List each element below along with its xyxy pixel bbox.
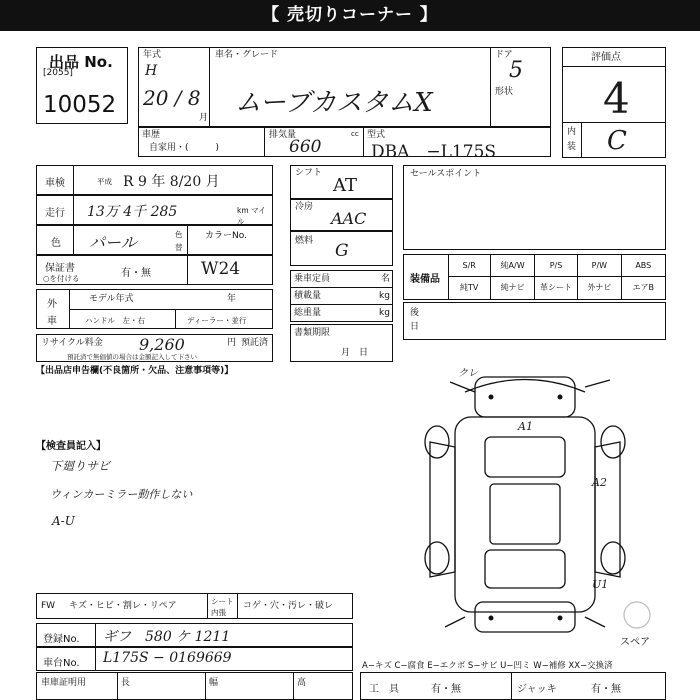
tools-row	[360, 672, 666, 700]
year-suffix: 月	[199, 113, 209, 123]
chassis-row	[36, 647, 353, 671]
seat-label-2: 内張	[211, 608, 226, 617]
interior-label-1: 内	[567, 127, 577, 137]
grade-box	[562, 47, 666, 158]
inspector-line-3: A-U	[52, 514, 75, 528]
inspector-label: 【検査員記入】	[36, 441, 106, 452]
history-label: 車歴	[142, 130, 161, 140]
mileage-unit: km マイル	[237, 206, 266, 226]
warranty-options: 有・無	[121, 268, 151, 279]
shape-label: 形状	[495, 87, 514, 97]
docs-label: 書類期限	[294, 328, 331, 338]
recycle-status: 預託済	[241, 338, 269, 348]
load-unit: kg	[379, 291, 390, 301]
capacity-unit: 名	[381, 274, 391, 284]
ac-label: 冷房	[295, 202, 314, 212]
vehicle-info-box	[138, 47, 551, 127]
registration-label: 登録No.	[43, 634, 80, 645]
type-label: 型式	[367, 130, 386, 140]
foreign-label-2: 車	[47, 316, 57, 327]
fw-items: キズ・ヒビ・割レ・リペア	[69, 601, 177, 611]
equipment-item: 純A/W	[491, 255, 534, 277]
inspection-label: 車検	[45, 178, 65, 189]
tools-options: 有・無	[431, 684, 461, 695]
model-value: ムーブカスタムX	[235, 88, 433, 118]
recycle-value: 9,260	[139, 335, 185, 354]
width-label: 幅	[209, 678, 219, 688]
sales-point-box	[403, 165, 666, 250]
dealer-label: ディーラー・並行	[187, 316, 247, 325]
page-header: 【 売切りコーナー 】	[0, 0, 700, 31]
colorno-label: カラーNo.	[205, 231, 247, 241]
displacement-value: 660	[289, 137, 322, 157]
height-label: 高	[297, 678, 307, 688]
registration-value: ギフ 580 ケ 1211	[103, 629, 231, 645]
length-label: 長	[121, 678, 131, 688]
handle-label: ハンドル 左・右	[85, 316, 145, 325]
mark-a2: A2	[592, 476, 607, 489]
car-damage-diagram	[405, 362, 670, 657]
capacity-table	[290, 270, 393, 322]
seat-label: シート	[211, 597, 234, 606]
mark-u1: U1	[592, 578, 609, 591]
color-value: パール	[89, 233, 137, 252]
rear-box	[403, 302, 666, 340]
recycle-note: 預託済で無価値の場合は金額記入して下さい	[67, 353, 197, 361]
type-value: DBA −L175S	[371, 142, 497, 162]
lot-box	[36, 47, 128, 124]
recycle-row	[36, 334, 273, 362]
dealer-notes-label: 【出品店申告欄(不良箇所・欠品、注意事項等)】	[36, 366, 234, 376]
inspector-line-2: ウィンカーミラー動作しない	[50, 488, 193, 501]
doors-label: ドア	[495, 50, 513, 60]
color-side-1: 色	[175, 230, 183, 239]
seat-items: コゲ・穴・汚レ・破レ	[243, 601, 334, 611]
fuel-cell	[290, 231, 393, 266]
cert-label: 車庫証明用	[41, 678, 87, 688]
warranty-note: ○を付ける	[43, 274, 80, 283]
rear-label-2: 日	[410, 322, 420, 332]
year-label: 年式	[143, 50, 162, 60]
equipment-item: ABS	[622, 255, 665, 277]
chassis-value: L175S − 0169669	[103, 650, 232, 666]
equipment-box	[403, 254, 666, 300]
weight-unit: kg	[379, 308, 390, 318]
load-label: 積載量	[294, 291, 322, 301]
equipment-item: 外ナビ	[578, 277, 621, 299]
equipment-grid	[448, 255, 665, 299]
lot-number: 10052	[43, 92, 117, 118]
model-year-label: モデル年式	[89, 294, 134, 304]
mileage-value: 13万 4千 285	[87, 204, 178, 220]
displacement-label: 排気量	[269, 130, 297, 140]
rear-label-1: 後	[410, 308, 420, 318]
capacity-label: 乗車定員	[294, 274, 331, 284]
shift-label: シフト	[295, 168, 323, 178]
spec-row	[138, 127, 551, 162]
equipment-item: S/R	[448, 255, 491, 277]
model-year-unit: 年	[227, 294, 237, 304]
color-side-2: 替	[175, 243, 183, 252]
sales-point-label: セールスポイント	[410, 169, 482, 179]
equipment-item: 純ナビ	[491, 277, 534, 299]
fuel-label: 燃料	[295, 236, 314, 246]
shift-cell	[290, 165, 393, 199]
equipment-item: P/S	[535, 255, 578, 277]
jack-label: ジャッキ	[517, 684, 557, 695]
fw-label: FW	[41, 601, 56, 611]
tools-label: 工 具	[369, 684, 399, 695]
equipment-item: P/W	[578, 255, 621, 277]
equipment-item: エアB	[632, 283, 655, 292]
inspector-line-1: 下廻りサビ	[50, 459, 111, 473]
spare-label: スペア	[620, 637, 650, 648]
model-label: 車名・グレード	[215, 50, 279, 60]
displacement-unit: cc	[351, 130, 359, 138]
equipment-item: 革シート	[535, 277, 578, 299]
foreign-car-row	[36, 289, 273, 329]
recycle-unit: 円	[227, 338, 237, 348]
lot-code: [2055]	[43, 68, 73, 78]
ac-cell	[290, 199, 393, 231]
recycle-label: リサイクル料金	[41, 338, 103, 348]
damage-legend: A−キズ C−腐食 E−エクボ S−サビ U−凹ミ W−補修 XX−交換済	[362, 661, 613, 671]
ac-value: AAC	[331, 209, 367, 228]
year-value: 20 / 8	[143, 86, 201, 110]
docs-unit: 月 日	[341, 348, 369, 358]
equipment-label: 装備品	[410, 274, 440, 285]
mileage-label: 走行	[45, 208, 65, 219]
grade-label: 評価点	[591, 52, 621, 63]
warranty-label: 保証書	[45, 263, 75, 274]
interior-label-2: 装	[567, 142, 577, 152]
year-era: H	[145, 63, 158, 79]
shift-value: AT	[333, 175, 358, 196]
weight-label: 総重量	[294, 308, 322, 318]
garage-cert-row	[36, 672, 353, 700]
inspection-value: R 9 年 8/20 月	[123, 174, 220, 190]
mileage-row	[36, 195, 273, 225]
foreign-label-1: 外	[47, 299, 57, 310]
grade-value: 4	[603, 74, 630, 123]
doors-value: 5	[509, 58, 523, 83]
doors-cell	[490, 47, 551, 127]
inspection-row	[36, 165, 273, 195]
interior-value: C	[607, 126, 627, 156]
mark-kure: クレ	[458, 368, 478, 379]
damage-row	[36, 593, 353, 619]
color-row	[36, 225, 273, 255]
inspection-era: 平成	[97, 177, 112, 186]
warranty-row	[36, 255, 273, 285]
color-label: 色	[51, 238, 61, 249]
registration-row	[36, 623, 353, 647]
docs-cell	[290, 324, 393, 362]
mark-a1: A1	[518, 420, 533, 433]
chassis-label: 車台No.	[43, 658, 80, 669]
jack-options: 有・無	[591, 684, 621, 695]
lot-label: 出品 No.	[49, 53, 113, 71]
equipment-item: 純TV	[448, 277, 491, 299]
fuel-value: G	[335, 241, 349, 261]
history-options: 自家用・( )	[149, 143, 220, 153]
colorno-value: W24	[201, 259, 241, 279]
year-cell	[138, 47, 210, 127]
